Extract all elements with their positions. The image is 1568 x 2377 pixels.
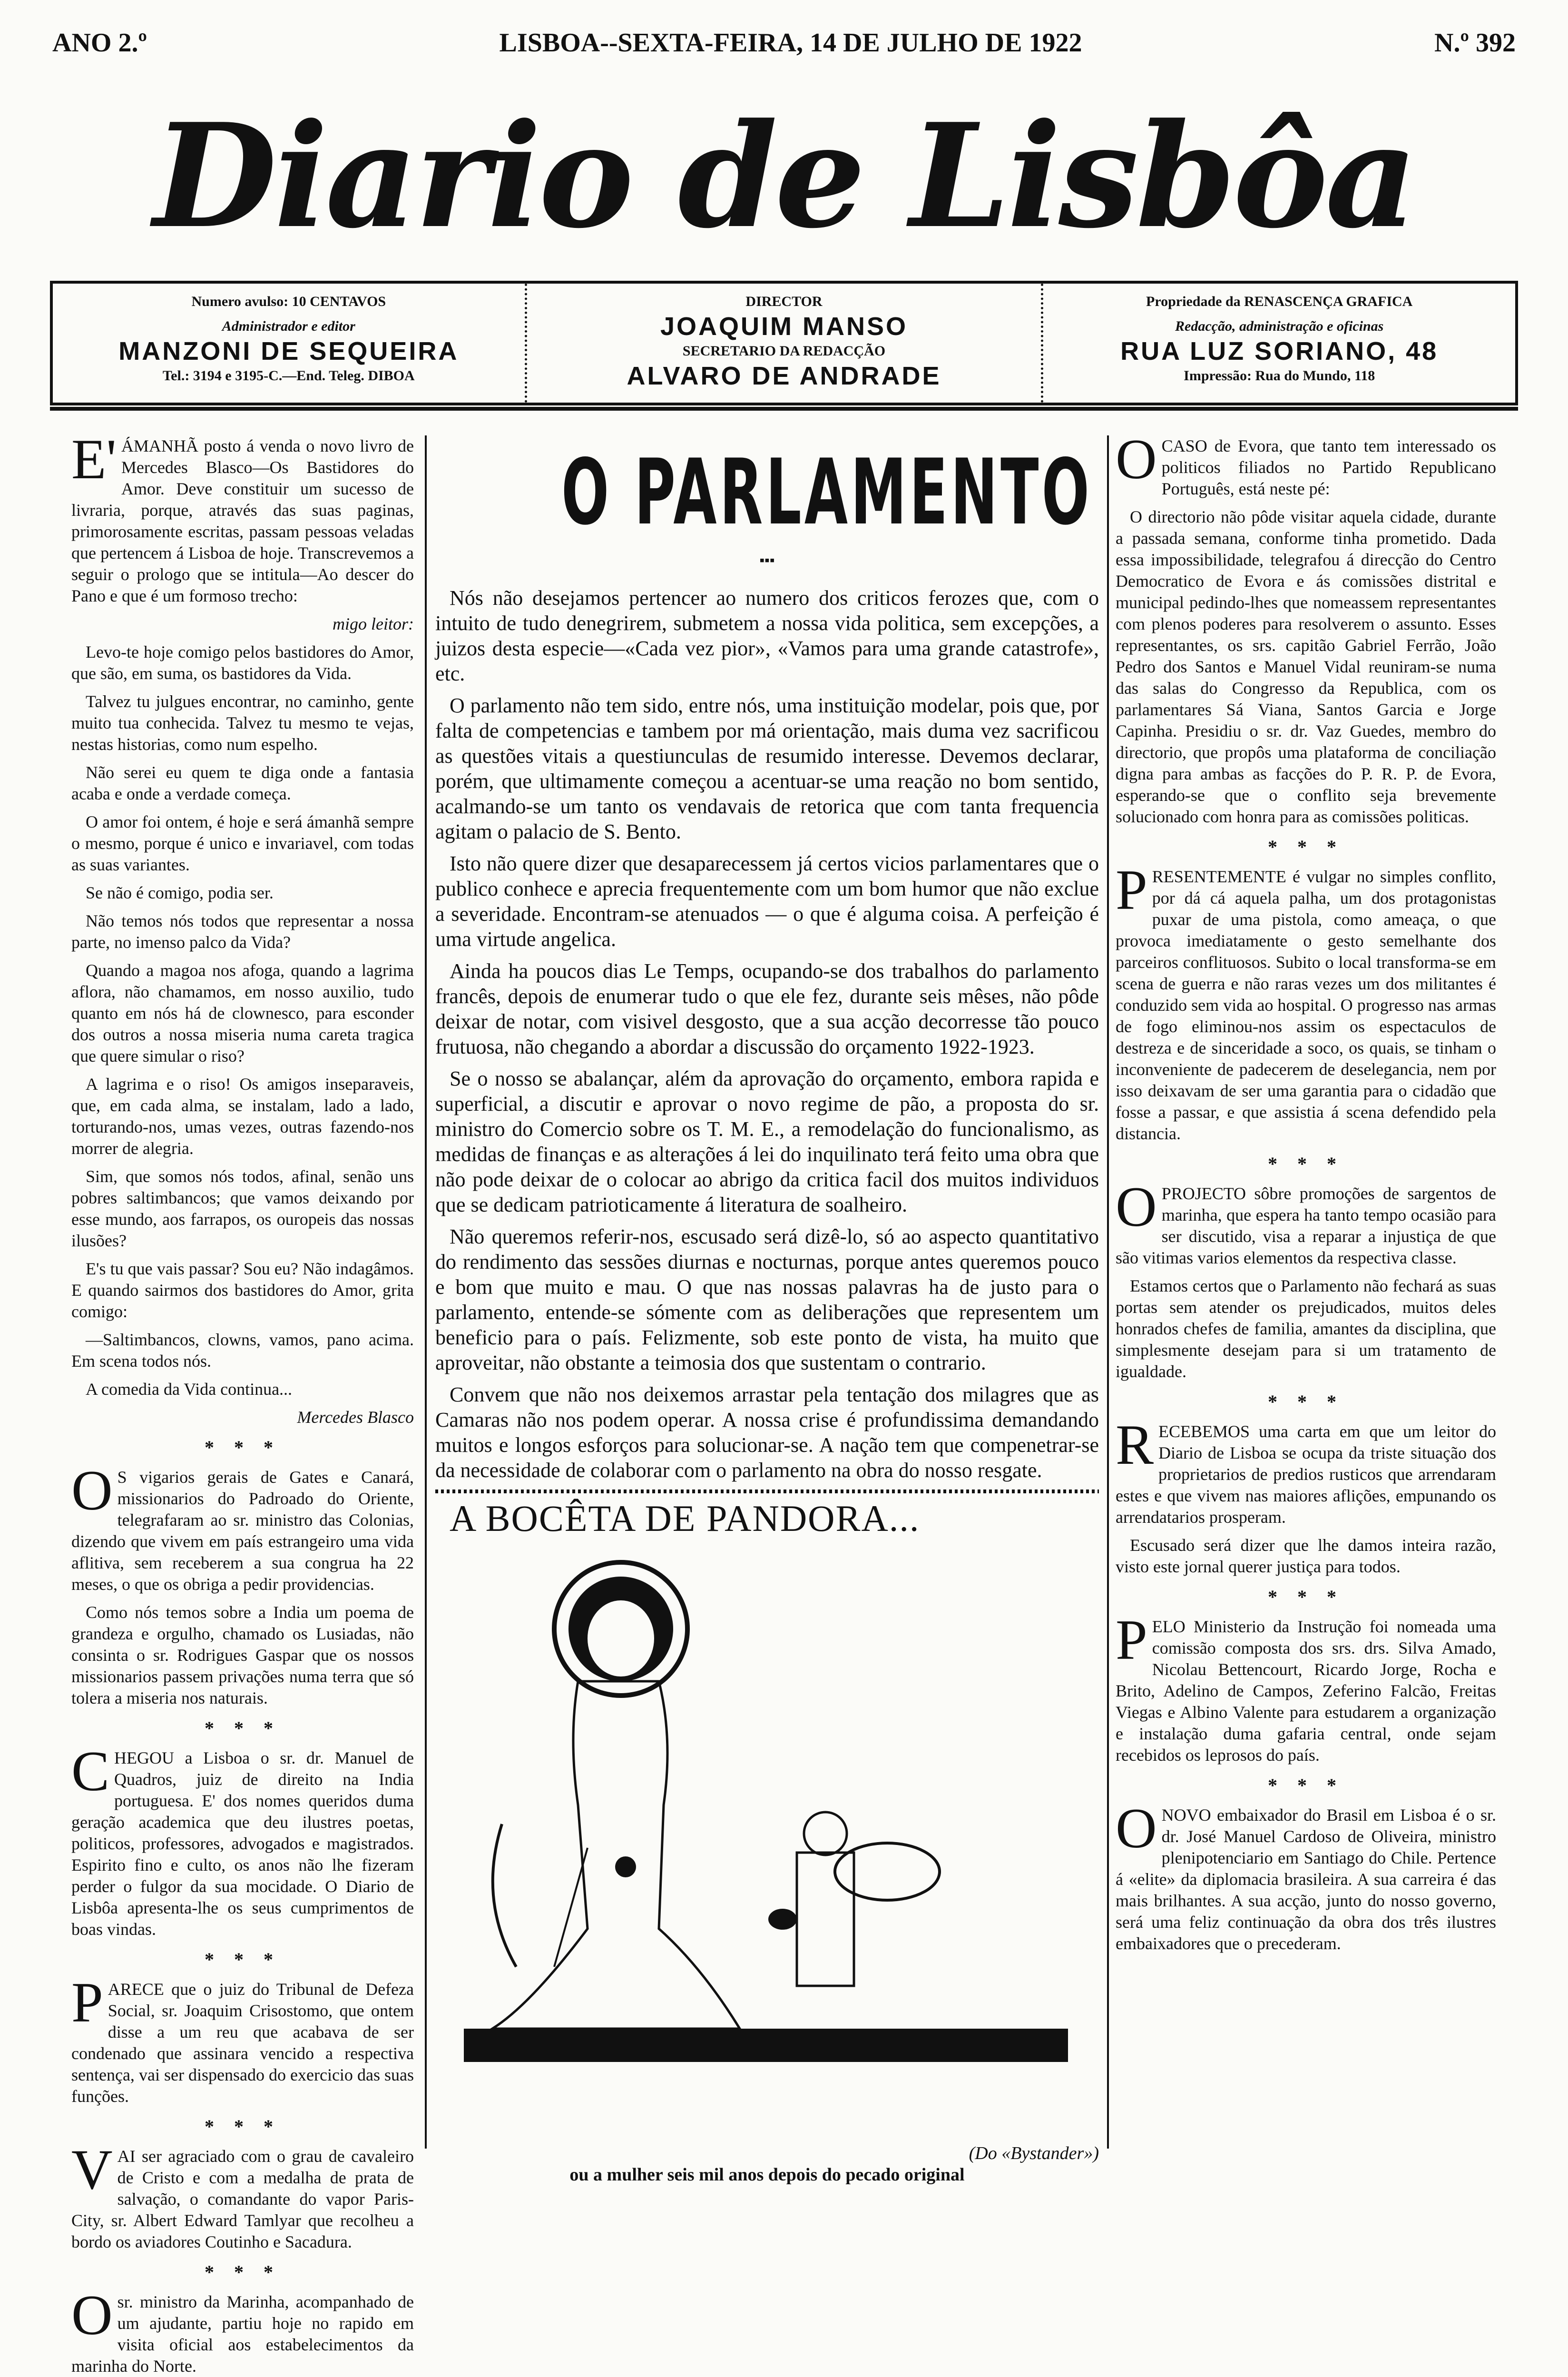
admin-role: Administrador e editor	[222, 318, 355, 334]
secretary-name: ALVARO DE ANDRADE	[627, 362, 941, 390]
info-left	[53, 284, 525, 403]
year-label: ANO 2.º	[52, 28, 147, 58]
admin-name: MANZONI DE SEQUEIRA	[118, 337, 459, 365]
separator: * * *	[1268, 1775, 1344, 1796]
info-bar	[50, 281, 1518, 405]
article-embaixador: ONOVO embaixador do Brasil em Lisboa é o sr. dr. José Manuel Cardoso de Oliveira, ministro plenipotenciario em Santiago do Chile. Pertence á «elite» da diplomacia brasileira. A sua carreira é das mais brilhantes. A sua acção, junto do nosso governo, será uma feliz continuação da obra dos três ilustres embaixadores que o precederam.	[1116, 1796, 1496, 1953]
director-name: JOAQUIM MANSO	[660, 312, 908, 341]
header-rule	[50, 407, 1518, 411]
article-quadros: CHEGOU a Lisboa o sr. dr. Manuel de Quadros, juiz de direito na India portuguesa. E' dos nomes queridos duma geração academica que deu ilustres poetas, politicos, professores, advogados e magistrados. Espirito fino e culto, os anos não lhe fizeram perder o fulgor da sua mocidade. O Diario de Lisbôa apresenta-lhe os seus cumprimentos de boas vindas.	[71, 1739, 414, 1939]
dateline: LISBOA--SEXTA-FEIRA, 14 DE JULHO DE 1922	[499, 28, 1082, 58]
article-pistola: PRESENTEMENTE é vulgar no simples conflito, por dá cá aquela palha, um dos protagonistas puxar de uma pistola, como ameaça, o que provoca imediatamente o gesto semelhante dos parceiros conflituosos. Subito o local transforma-se em scena de guerra e não raras vezes um dos militantes é conduzido sem vida ao hospital. O progresso nas armas de fogo eliminou-nos assim os espectaculos de destreza e de sinceridade a soco, os quais, se tinham o inconveniente de padecerem de deselegancia, nem por isso deixavam de ser uma garantia para o cidadão que fosse a passar, e que assistia á scena defendido pela distancia.	[1116, 858, 1496, 1143]
cartoon-rule	[435, 1489, 1099, 1493]
article-carta: RECEBEMOS uma carta em que um leitor do Diario de Lisboa se ocupa da triste situação dos proprietarios de predios rusticos que arrendaram estes e que vivem nas maiores aflições, empunando os arrendatarios prosperam.	[1116, 1413, 1496, 1527]
masthead-title: Diario de Lisbôa	[153, 92, 1415, 260]
cartoon-caption: ou a mulher seis mil anos depois do pecado original	[569, 2165, 965, 2185]
cartoon-illustration	[435, 1539, 1099, 2138]
article-instrucao: PELO Ministerio da Instrução foi nomeada uma comissão composta dos srs. drs. Silva Amado, Nicolau Bettencourt, Ricardo Jorge, Rocha e Brito, Adelino de Campos, Zeferino Falcão, Freitas Viegas e Albino Valente para estudarem a organização e instalação duma gafaria central, onde sejam recebidos os leprosos do país.	[1116, 1608, 1496, 1765]
signature: Mercedes Blasco	[297, 1408, 414, 1427]
price: Numero avulso: 10 CENTAVOS	[191, 294, 386, 309]
editorial-body: Nós não desejamos pertencer ao numero dos criticos ferozes que, com o intuito de tudo denegrirem, submetem a nossa vida politica, sem excepções, a juizos desta especie—«Cada vez pior», «Vamos para uma grande catastrofe», etc. O parlamento não tem sido, entre nós, uma instituição modelar, pois que, por falta de competencias e tambem por má orientação, mais duma vez sacrificou as questões vitais a questiunculas de resumido interesse. Devemos declarar, porém, que ultimamente começou a acentuar-se uma reação no bom sentido, acalmando-se um tanto os vendavais de retorica que com tanta frequencia agitam o palacio de S. Bento. Isto não quere dizer que desaparecessem já certos vicios parlamentares que o publico conhece e aprecia frequentemente com um bom humor que não exclue a severidade. Encontram-se atenuados — o que é alguma coisa. A perfeição é uma virtude angelica. Ainda ha poucos dias Le Temps, ocupando-se dos trabalhos do parlamento francês, depois de enumerar tudo o que ele fez, durante seis mêses, não pôde deixar de notar, com visivel desgosto, que a sua acção decorresse tão pouco frutuosa, não chegando a abordar a discussão do orçamento 1922-1923. Se o nosso se abalançar, além da aprovação do orçamento, embora rapida e superficial, a discutir e aprovar o novo regime de pão, a proposta do sr. ministro do Comercio sobre os T. M. E., a remodelação do funcionalismo, as medidas de finanças e as alterações á lei do inquilinato terá feito uma obra que não pode deixar de o colocar ao abrigo da critica facil dos muitos individuos que se dedicam patrioticamente á literatura de soalheiro. Não queremos referir-nos, escusado será dizê-lo, só ao aspecto quantitativo do rendimento das sessões diurnas e nocturnas, porque antes queremos pouco e bom que muito e mau. O que nas nossas palavras ha de justo para o parlamento, entende-se sómente com as deliberações que representem um beneficio para o país. Felizmente, sob este ponto de vista, ha muito que aproveitar, não obstante a teimosia dos que sustentam o contrario. Convem que não nos deixemos arrastar pela tentação dos milagres que as Camaras não nos podem operar. A nossa crise é profundissima demandando muitos e longos esforços para solucionar-se. A nação tem que compenetrar-se da necessidade de colaborar com o parlamento na obra do nosso resgate.	[435, 586, 1099, 1482]
separator: * * *	[1268, 1391, 1344, 1412]
separator: * * *	[1268, 836, 1344, 858]
owner: Propriedade da RENASCENÇA GRAFICA	[1146, 294, 1413, 309]
article-evora: OCASO de Evora, que tanto tem interessado os politicos filiados no Partido Republicano Português, está neste pé:	[1116, 427, 1496, 498]
article-cavaleiro: VAI ser agraciado com o grau de cavaleiro de Cristo e com a medalha de prata de salvação, o comandante do vapor Paris-City, sr. Albert Edward Tamlyar que recolheu a bordo os aviadores Coutinho e Sacadura.	[71, 2138, 414, 2251]
separator: * * *	[205, 1437, 281, 1458]
separator: * * *	[205, 1717, 281, 1739]
separator: * * *	[1268, 1153, 1344, 1174]
topline	[52, 19, 1516, 67]
right-column: OCASO de Evora, que tanto tem interessado os politicos filiados no Partido Republicano Português, está neste pé: O directorio não pôde visitar aquela cidade, durante a passada semana, conforme tinha prometido. Dada essa impossibilidade, telegrafou á direcção do Centro Democratico de Evora e ás comissões distrital e municipal pedindo-lhes que nomeassem representantes com plenos poderes para resolverem o assunto. Esses representantes, os srs. capitão Gabriel Ferrão, João Pedro dos Santos e Manuel Vidal reuniram-se numa das salas do Congresso da Republica, com os parlamentares Sá Viana, Santos Garcia e Jorge Capinha. Presidiu o sr. dr. Vaz Guedes, membro do directorio, que propôs uma plataforma de conciliação digna para ambas as facções do P. R. P. de Evora, esperando-se que o conflito seja brevemente solucionado com honra para as comissões politicas. * * * PRESENTEMENTE é vulgar no simples conflito, por dá cá aquela palha, um dos protagonistas puxar de uma pistola, como ameaça, o que provoca imediatamente o gesto semelhante dos parceiros conflituosos. Subito o local transforma-se em scena de guerra e não raras vezes um dos militantes é conduzido sem vida ao hospital. O progresso nas armas de fogo eliminou-nos assim os espectaculos de destreza e de sinceridade a soco, os quais, se tinham o inconveniente de padecerem de deselegancia, nem por isso deixavam de ser uma garantia para o cidadão que fosse a passar, e que assistia á scena defendido pela distancia. * * * OPROJECTO sôbre promoções de sargentos de marinha, que espera ha tanto tempo ocasião para ser discutido, visa a reparar a injustiça de que são vitimas varios elementos da respectiva classe. Estamos certos que o Parlamento não fechará as suas portas sem atender os prejudicados, muitos deles honrados chefes de familia, amantes da disciplina, que simplesmente desejam para si um tratamento de igualdade. * * * RECEBEMOS uma carta em que um leitor do Diario de Lisboa se ocupa da triste situação dos proprietarios de predios rusticos que arrendaram estes e que vivem nas maiores aflições, empunando os arrendatarios prosperam. Escusado será dizer que lhe damos inteira razão, visto este jornal querer justiça para todos. * * * PELO Ministerio da Instrução foi nomeada uma comissão composta dos srs. drs. Silva Amado, Nicolau Bettencourt, Ricardo Jorge, Rocha e Brito, Adelino de Campos, Zeferino Falcão, Freitas Viegas e Albino Valente para estudarem a organização e instalação duma gafaria central, onde sejam recebidos os leprosos do país. * * * ONOVO embaixador do Brasil em Lisboa é o sr. dr. José Manuel Cardoso de Oliveira, ministro plenipotenciario em Santiago do Chile. Pertence á «elite» da diplomacia brasileira. A sua carreira é das mais brilhantes. A sua acção, junto do nosso governo, será uma feliz continuação da obra dos três ilustres embaixadores que o precederam.	[1116, 435, 1496, 2172]
phones: Tel.: 3194 e 3195-C.—End. Teleg. DIBOA	[162, 368, 415, 384]
article-projecto: OPROJECTO sôbre promoções de sargentos de marinha, que espera ha tanto tempo ocasião para ser discutido, visa a reparar a injustiça de que são vitimas varios elementos da respectiva classe.	[1116, 1175, 1496, 1267]
print-address: Impressão: Rua do Mundo, 118	[1184, 368, 1375, 384]
separator: * * *	[205, 2261, 281, 2283]
info-mid	[525, 284, 1044, 403]
info-right	[1043, 284, 1515, 403]
office-label: Redacção, administração e oficinas	[1175, 318, 1384, 334]
cartoon-credit: (Do «Bystander»)	[969, 2143, 1099, 2163]
article-marinha: Osr. ministro da Marinha, acompanhado de um ajudante, partiu hoje no rapido em visita oficial aos estabelecimentos da marinha do Norte.	[71, 2283, 414, 2376]
drop-cap: E'	[71, 427, 117, 491]
address: RUA LUZ SORIANO, 48	[1120, 337, 1439, 365]
left-column: E' ÁMANHÃ posto á venda o novo livro de Mercedes Blasco—Os Bastidores do Amor. Deve constituir um sucesso de livraria, porque, através das suas paginas, primorosamente escritas, passam pessoas veladas que pertencem á Lisboa de hoje. Transcrevemos a seguir o prologo que se intitula—Ao descer do Pano e que é um formoso trecho: migo leitor: Levo-te hoje comigo pelos bastidores do Amor, que são, em suma, os bastidores da Vida. Talvez tu julgues encontrar, no caminho, gente muito tua conhecida. Talvez tu mesmo te vejas, nestas historias, como num espelho. Não serei eu quem te diga onde a fantasia acaba e onde a verdade começa. O amor foi ontem, é hoje e será ámanhã sempre o mesmo, porque é unico e invariavel, com todas as suas variantes. Se não é comigo, podia ser. Não temos nós todos que representar a nossa parte, no imenso palco da Vida? Quando a magoa nos afoga, quando a lagrima aflora, não chamamos, em nosso auxilio, tudo quanto em nós há de clownesco, para esconder dos outros a nossa miseria numa careta tragica que quere simular o riso? A lagrima e o riso! Os amigos inseparaveis, que, em cada alma, se instalam, lado a lado, torturando-nos, umas vezes, outras fazendo-nos morrer de alegria. Sim, que somos nós todos, afinal, senão uns pobres saltimbancos; que vamos deixando por esse mundo, aos farrapos, os ouropeis das nossas ilusões? E's tu que vais passar? Sou eu? Não indagâmos. E quando sairmos dos bastidores do Amor, grita comigo: —Saltimbancos, clowns, vamos, pano acima. Em scena todos nós. A comedia da Vida continua... Mercedes Blasco * * * O S vigarios gerais de Gates e Canará, missionarios do Padroado do Oriente, telegrafaram ao sr. ministro das Colonias, dizendo que vivem em país estrangeiro uma vida aflitiva, sem receberem a sua congrua ha 22 meses, o que os obriga a pedir providencias. Como nós temos sobre a India um poema de grandeza e orgulho, chamado os Lusiadas, não consinta o sr. Rodrigues Gaspar que os nossos missionarios passem privações numa terra que só tolera a miseria nos naturais. * * * CHEGOU a Lisboa o sr. dr. Manuel de Quadros, juiz de direito na India portuguesa. E' dos nomes queridos duma geração academica que deu ilustres poetas, politicos, professores, advogados e magistrados. Espirito fino e culto, os anos não lhe fizeram perder o fulgor da sua mocidade. O Diario de Lisbôa apresenta-lhe os seus cumprimentos de boas vindas. * * * PARECE que o juiz do Tribunal de Defeza Social, sr. Joaquim Crisostomo, que ontem disse a um reu que acabava de ser condenado que assinara vencido a respectiva sentença, vai ser dispensado do exercicio das suas funções. * * * VAI ser agraciado com o grau de cavaleiro de Cristo e com a medalha de prata de salvação, o comandante do vapor Paris-City, sr. Albert Edward Tamlyar que recolheu a bordo os aviadores Coutinho e Sacadura. * * * Osr. ministro da Marinha, acompanhado de um ajudante, partiu hoje no rapido em visita oficial aos estabelecimentos da marinha do Norte.	[71, 435, 414, 2172]
article-blasco: E' ÁMANHÃ posto á venda o novo livro de Mercedes Blasco—Os Bastidores do Amor. Deve constituir um sucesso de livraria, porque, através das suas paginas, primorosamente escritas, passam pessoas veladas que pertencem á Lisboa de hoje. Transcrevemos a seguir o prologo que se intitula—Ao descer do Pano e que é um formoso trecho: migo leitor: Levo-te hoje comigo pelos bastidores do Amor, que são, em suma, os bastidores da Vida. Talvez tu julgues encontrar, no caminho, gente muito tua conhecida. Talvez tu mesmo te vejas, nestas historias, como num espelho. Não serei eu quem te diga onde a fantasia acaba e onde a verdade começa. O amor foi ontem, é hoje e será ámanhã sempre o mesmo, porque é unico e invariavel, com todas as suas variantes. Se não é comigo, podia ser. Não temos nós todos que representar a nossa parte, no imenso palco da Vida? Quando a magoa nos afoga, quando a lagrima aflora, não chamamos, em nosso auxilio, tudo quanto em nós há de clownesco, para esconder dos outros a nossa miseria numa careta tragica que quere simular o riso? A lagrima e o riso! Os amigos inseparaveis, que, em cada alma, se instalam, lado a lado, torturando-nos, umas vezes, outras fazendo-nos morrer de alegria. Sim, que somos nós todos, afinal, senão uns pobres saltimbancos; que vamos deixando por esse mundo, aos farrapos, os ouropeis das nossas ilusões? E's tu que vais passar? Sou eu? Não indagâmos. E quando sairmos dos bastidores do Amor, grita comigo: —Saltimbancos, clowns, vamos, pano acima. Em scena todos nós. A comedia da Vida continua... Mercedes Blasco	[71, 435, 414, 1428]
director-label: DIRECTOR	[745, 294, 823, 309]
column-divider-right	[1107, 435, 1109, 2149]
ornament: ▪▪▪	[759, 552, 775, 568]
pandora-cartoon-image	[435, 1539, 1099, 2138]
article-tribunal: PARECE que o juiz do Tribunal de Defeza Social, sr. Joaquim Crisostomo, que ontem disse a um reu que acabava de ser condenado que assinara vencido a respectiva sentença, vai ser dispensado do exercicio das suas funções.	[71, 1971, 414, 2106]
middle-column	[435, 435, 1099, 2185]
salutation: migo leitor:	[333, 614, 414, 633]
article-vigarios: O S vigarios gerais de Gates e Canará, missionarios do Padroado do Oriente, telegrafaram ao sr. ministro das Colonias, dizendo que vivem em país estrangeiro uma vida aflitiva, sem receberem a sua congrua ha 22 meses, o que os obriga a pedir providencias.	[71, 1459, 414, 1594]
column-divider-left	[425, 435, 427, 2149]
separator: * * *	[1268, 1586, 1344, 1608]
secretary-label: SECRETARIO DA REDACÇÃO	[682, 343, 886, 359]
cartoon-title: A BOCÊTA DE PANDORA...	[450, 1498, 920, 1539]
separator: * * *	[205, 2116, 281, 2137]
issue-number: N.º 392	[1434, 28, 1516, 58]
headline: O PARLAMENTO	[561, 440, 1093, 545]
separator: * * *	[205, 1949, 281, 1970]
